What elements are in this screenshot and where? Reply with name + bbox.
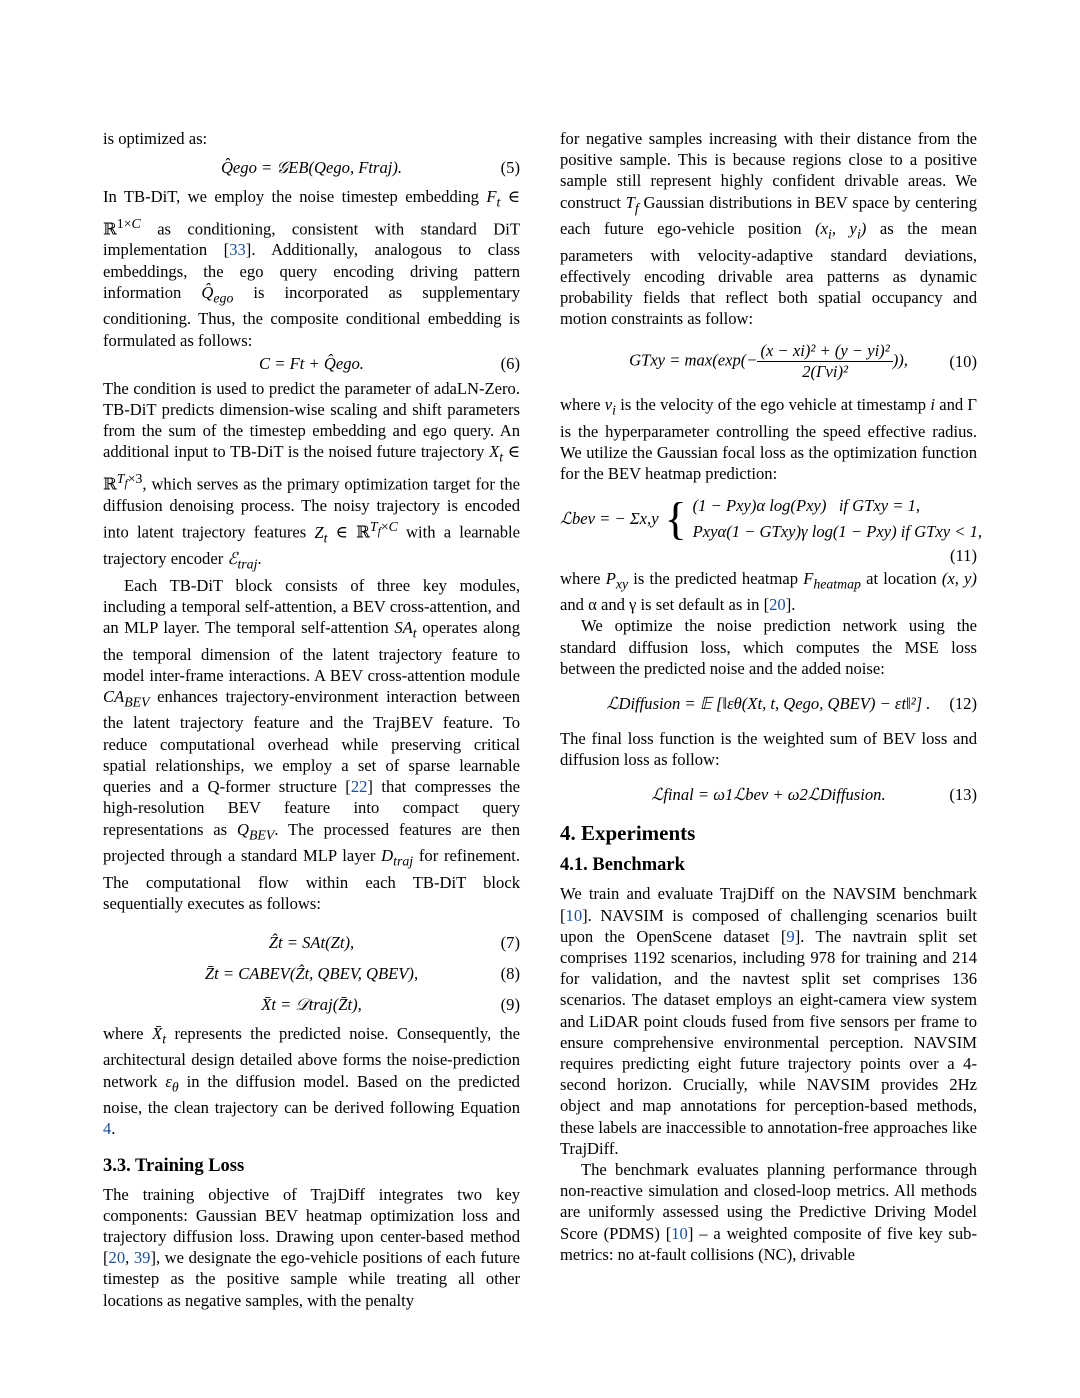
equation-number: (8) xyxy=(500,963,520,983)
section-heading-training-loss: 3.3. Training Loss xyxy=(103,1155,245,1176)
citation-link[interactable]: 22 xyxy=(350,777,368,797)
equation-10 xyxy=(560,341,977,382)
right-column xyxy=(560,128,983,1265)
paragraph-adaln: The condition is used to predict the parameter of adaLN-Zero. TB-DiT predicts dimension-wise scaling and shift parameters from the sum of the timestep embedding and ego query. An additional input to TB-DiT is the noised future trajectory $X_t$ ∈ ℝ$^{T_f\times 3}$, which serves as the primary optimization target for the diffusion denoising process. The noisy trajectory is encoded into latent trajectory features $Z_t$ ∈ ℝ$^{T_f\times C}$ with a learnable trajectory encoder ℰ$_{traj}$. xyxy=(103,378,521,572)
paragraph-gaussian: for negative samples increasing with their distance from the positive sample. This is because regions close to a positive sample still represent highly confident drivable areas. We construct $T_f$ Gaussian distributions in BEV space by centering each future ego-vehicle position ($x_i$, $y_i$) as the mean parameters with velocity-adaptive standard deviations, effectively encoding drivable area patterns as dynamic probability fields that reflect both spatial occupancy and motion constraints as follow: xyxy=(560,129,978,329)
equation-body: ℒfinal = ω1ℒbev + ω2ℒDiffusion. xyxy=(651,785,886,805)
equation-body: ℒDiffusion = 𝔼 [‖εθ(Xt, t, Qego, QBEV) − εt‖²] . xyxy=(606,693,931,713)
equation-12 xyxy=(560,693,977,714)
left-brace: { xyxy=(664,492,687,544)
paragraph-training-objective: The training objective of TrajDiff integrates two key components: Gaussian BEV heatmap optimization loss and trajectory diffusion loss. Drawing upon center-based method [20, 39], we designate the ego-vehicle positions of each future timestep as the positive sample while treating all other locations as negative samples, with the penalty xyxy=(103,1184,521,1310)
citation-link[interactable]: 9 xyxy=(786,926,795,946)
paragraph-final-loss: The final loss function is the weighted sum of BEV loss and diffusion loss as follow: xyxy=(560,728,977,770)
citation-link[interactable]: 20 xyxy=(108,1248,126,1268)
equation-body: GTxy = max(exp(− $\frac{\text{(x − xi)² + (y − yi)²}}{\text{2(Γvi)²}}$ )), xyxy=(629,341,908,382)
equation-body: Ẑt = SAt(Zt), xyxy=(268,932,355,952)
equation-5 xyxy=(103,157,520,178)
fraction-numerator: (x − xi)² + (y − yi)² xyxy=(757,341,892,362)
intro-text: is optimized as: xyxy=(103,129,208,148)
paragraph-tbdit-block: Each TB-DiT block consists of three key modules, including a temporal self-attention, a BEV cross-attention, and an MLP layer. The temporal self-attention $SA_t$ operates along the temporal dimension of the latent trajectory feature to model inter-frame interactions. A BEV cross-attention module $CA_{BEV}$ enhances trajectory-environment interaction between the latent trajectory feature and the TrajBEV feature. To reduce computational overhead while preserving critical spatial relationships, we employ a set of sparse learnable queries and a Q-former structure [22] that compresses the high-resolution BEV feature into compact query representations as $Q_{BEV}$. The processed features are then projected through a standard MLP layer $D_{traj}$ for refinement. The computational flow within each TB-DiT block sequentially executes as follows: xyxy=(103,575,521,913)
equation-number: (7) xyxy=(500,932,520,952)
equation-number: (5) xyxy=(500,158,520,178)
equation-body: X̄t = 𝒟traj(Z̄t), xyxy=(261,994,362,1014)
left-column xyxy=(103,128,520,1311)
equation-body: ℒbev = − Σx,y { (1 − Pxy)α log(Pxy) if GTxy = 1, Pxyα(1 − GTxy)γ log(1 − Pxy) if GTxy < 1, xyxy=(560,492,983,544)
equation-body: C = Ft + Q̂ego. xyxy=(259,353,364,373)
equation-13 xyxy=(560,784,977,805)
citation-link[interactable]: 10 xyxy=(565,905,583,925)
section-heading-experiments: 4. Experiments xyxy=(560,821,696,846)
section-heading-benchmark: 4.1. Benchmark xyxy=(560,855,685,876)
citation-link[interactable]: 10 xyxy=(671,1223,688,1243)
paragraph-heatmap: where $P_{xy}$ is the predicted heatmap $F_{heatmap}$ at location (x, y) and α and γ is set default as in [20]. xyxy=(560,568,977,615)
equation-body: Q̂ego = 𝒢EB(Qego, Ftraj). xyxy=(220,158,403,178)
piecewise-cases: (1 − Pxy)α log(Pxy) if GTxy = 1, Pxyα(1 − GTxy)γ log(1 − Pxy) if GTxy < 1, xyxy=(692,495,983,541)
equation-number: (11) xyxy=(949,545,977,565)
paragraph-diffusion-loss: We optimize the noise prediction network using the standard diffusion loss, which computes the MSE loss between the predicted noise and the added noise: xyxy=(560,616,977,678)
paragraph-pdms: The benchmark evaluates planning performance through non-reactive simulation and closed-loop metrics. All methods are uniformly assessed using the Predictive Driving Model Score (PDMS) [10] – a weighted composite of five key sub-metrics: no at-fault collisions (NC), drivable xyxy=(560,1159,977,1264)
equation-number: (10) xyxy=(949,352,977,372)
fraction-denominator: 2(Γvi)² xyxy=(802,362,848,382)
paragraph-navsim: We train and evaluate TrajDiff on the NAVSIM benchmark [10]. NAVSIM is composed of challenging scenarios built upon the OpenScene dataset [9]. The navtrain split set comprises 1192 scenarios, including 978 for training and 214 for validation, and the navtest split set comprises 136 scenarios. The dataset employs an eight-camera view system and LiDAR point clouds fused from five sensors per frame to ensure comprehensive environmental perception. NAVSIM requires predicting eight future trajectory points over a 4-second horizon. Crucially, while NAVSIM provides 2Hz object and map annotations for perception-based methods, these labels are inaccessible to annotation-free approaches like TrajDiff. xyxy=(560,884,978,1158)
equation-9 xyxy=(103,994,520,1015)
equation-body: Z̄t = CABEV(Ẑt, QBEV, QBEV), xyxy=(204,963,419,983)
equation-number: (6) xyxy=(500,353,520,373)
citation-link[interactable]: 39 xyxy=(133,1248,151,1268)
equation-number: (13) xyxy=(949,785,977,805)
equation-11 xyxy=(560,492,983,566)
equation-number: (9) xyxy=(500,994,520,1014)
citation-link[interactable]: 33 xyxy=(229,240,246,260)
paragraph-conditioning: In TB-DiT, we employ the noise timestep embedding $F_t$ ∈ ℝ$^{1\times C}$ as conditioning, consistent with standard DiT implementation [33]. Additionally, analogous to class embeddings, the ego query encoding driving pattern information $Q̂_{ego}$ is incorporated as supplementary conditioning. Thus, the composite conditional embedding is formulated as follows: xyxy=(103,187,521,350)
paragraph-noise-prediction: where $X̄_t$ represents the predicted noise. Consequently, the architectural design detailed above forms the noise-prediction network $\varepsilon_\theta$ in the diffusion model. Based on the predicted noise, the clean trajectory can be derived following Equation 4. xyxy=(103,1023,521,1139)
paragraph-velocity: where $v_i$ is the velocity of the ego vehicle at timestamp i and Γ is the hyperparameter controlling the speed effective radius. We utilize the Gaussian focal loss as the optimization function for the BEV heatmap prediction: xyxy=(560,395,977,484)
equation-6 xyxy=(103,353,520,374)
citation-link[interactable]: 20 xyxy=(769,595,786,615)
equation-7 xyxy=(103,932,520,953)
equation-reference-link[interactable]: 4 xyxy=(103,1119,112,1139)
equation-number: (12) xyxy=(949,693,977,713)
equation-8 xyxy=(103,963,520,984)
